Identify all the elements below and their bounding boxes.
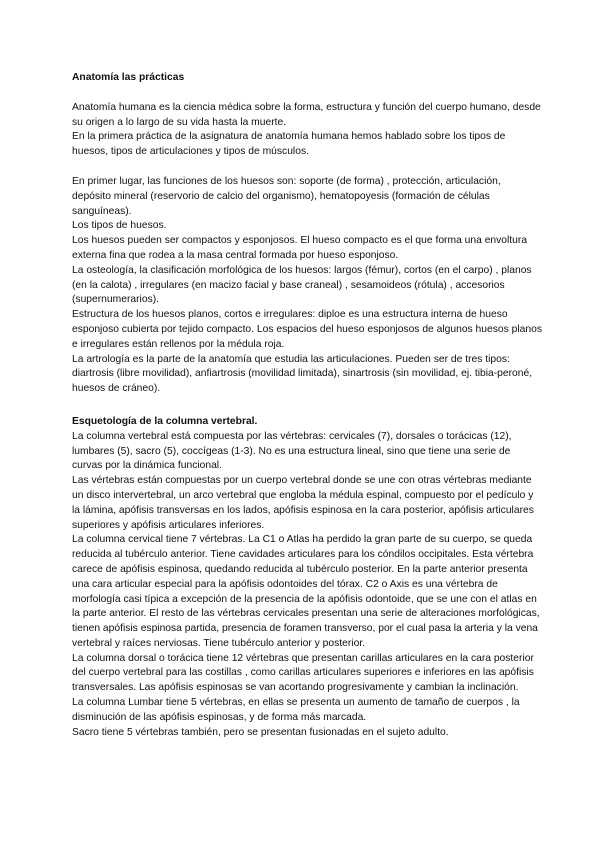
- document-page: [72, 71, 542, 740]
- sacrum-paragraph: Sacro tiene 5 vértebras también, pero se presentan fusionadas en el sujeto adulto.: [72, 726, 449, 738]
- thoracic-paragraph: La columna dorsal o torácica tiene 12 vértebras que presentan carillas articulares en la cara posterior del cuerpo vertebral para las costillas , como carillas articulares superiores e inferiores en las apófisis transversales. Las apófisis espinosas se van acortando progresivamente y cambian la inclinación.: [72, 652, 534, 694]
- spine-composition-paragraph: La columna vertebral está compuesta por las vértebras: cervicales (7), dorsales o torácicas (12), lumbares (5), sacro (5), coccígeas (1-3). No es una estructura lineal, sino que tiene una serie de curvas por la dinámica funcional.: [72, 430, 512, 472]
- document-title: Anatomía las prácticas: [72, 72, 185, 83]
- arthrology-paragraph: La artrología es la parte de la anatomía que estudia las articulaciones. Pueden ser de tres tipos: diartrosis (libre movilidad), anfiartrosis (movilidad limitada), sinartrosis (sin movilidad, ej. tibia-peroné, huesos de cráneo).: [72, 353, 533, 395]
- spine-section-heading: Esquetología de la columna vertebral.: [72, 415, 258, 427]
- bone-functions-paragraph: En primer lugar, las funciones de los huesos son: soporte (de forma) , protección, articulación, depósito mineral (reservorio de calcio del organismo), hematopoyesis (formación de células sanguíneas).: [72, 175, 501, 217]
- intro-paragraph-1: Anatomía humana es la ciencia médica sobre la forma, estructura y función del cuerpo humano, desde su origen a lo largo de su vida hasta la muerte.: [72, 101, 541, 128]
- intro-paragraph-2: En la primera práctica de la asignatura de anatomía humana hemos hablado sobre los tipos de huesos, tipos de articulaciones y tipos de músculos.: [72, 131, 506, 158]
- vertebra-parts-paragraph: Las vértebras están compuestas por un cuerpo vertebral donde se une con otras vértebras mediante un disco intervertebral, un arco vertebral que engloba la médula espinal, compuesto por el pedículo y la lámina, apófisis transversas en los lados, apófisis espinosa en la cara posterior, apófisis articulares superiores y apófisis articulares inferiores.: [72, 475, 534, 531]
- flat-bones-structure-paragraph: Estructura de los huesos planos, cortos e irregulares: diploe es una estructura interna de hueso esponjoso cubierta por tejido compacto. Los espacios del hueso esponjosos de algunos huesos planos e irregulares están rellenos por la médula roja.: [72, 309, 542, 350]
- bone-types-heading: Los tipos de huesos.: [72, 220, 167, 232]
- lumbar-paragraph: La columna Lumbar tiene 5 vértebras, en ellas se presenta un aumento de tamaño de cuerpos , la disminución de las apófisis espinosas, y de forma más marcada.: [72, 697, 520, 723]
- osteology-paragraph: La osteología, la clasificación morfológica de los huesos: largos (fémur), cortos (en el carpo) , planos (en la calota) , irregulares (en macizo facial y base craneal) , sesamoideos (rótula) , accesorios (supernumerarios).: [72, 264, 532, 306]
- compact-spongy-paragraph: Los huesos pueden ser compactos y esponjosos. El hueso compacto es el que forma una envoltura externa fina que rodea a la masa central formada por hueso esponjoso.: [72, 235, 528, 261]
- cervical-paragraph: La columna cervical tiene 7 vértebras. La C1 o Atlas ha perdido la gran parte de su cuerpo, se queda reducida al tubérculo anterior. Tiene cavidades articulares para los cóndilos occipitales. Esta vértebra carece de apófisis espinosa, quedando reducida al tubérculo posterior. En la parte anterior presenta una cara articular especial para la apófisis odontoides del tórax. C2 o Axis es una vértebra de morfología casi típica a excepción de la presencia de la apófisis odontoide, que se une con el atlas en la parte anterior. El resto de las vértebras cervicales presentan una serie de alteraciones morfológicas, tienen apófisis espinosa partida, presencia de foramen transverso, por el cual pasa la arteria y la vena vertebral y raíces nerviosas. Tiene tubérculo anterior y posterior.: [72, 534, 540, 649]
